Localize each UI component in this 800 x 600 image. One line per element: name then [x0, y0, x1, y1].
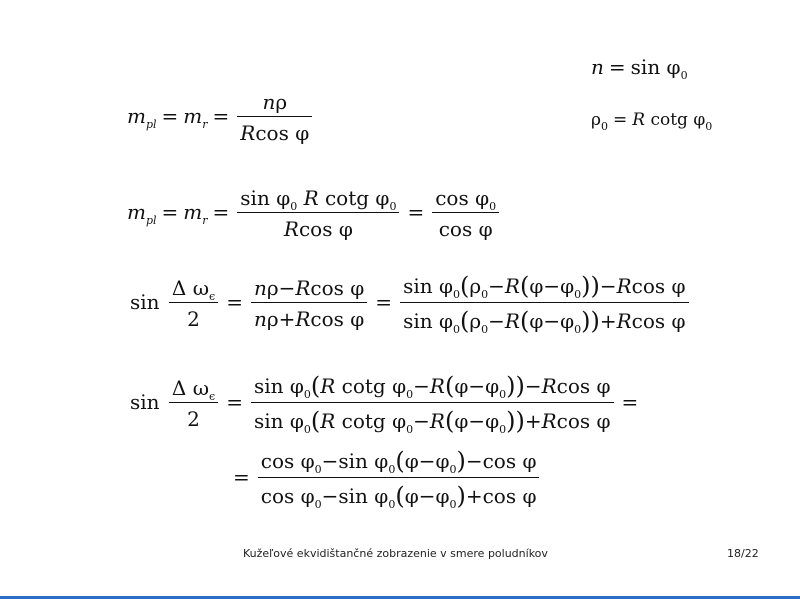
equation-rho0: $\rho_0 = R$ cotg $\varphi_0$: [591, 110, 713, 133]
equation-n: $n = \sin \varphi_0$: [591, 55, 688, 82]
equation-sin-2: sin $\frac{\Delta \omega_\epsilon}{2}$ = $\frac{\sin \varphi_0(R \cot g \varphi_0-R(\varphi-\varphi_0))-Rcos \varphi}{\sin \varphi_0(R \cot g \varphi_0-R(\varphi-\varphi_0))+Rcos \varphi}$ =: [130, 372, 639, 436]
equation-sin-3: = $\frac{\cos \varphi_0-\sin \varphi_0(\varphi-\varphi_0)-\cos \varphi}{\cos \varphi_0-\sin \varphi_0(\varphi-\varphi_0)+\cos \varphi}$: [228, 449, 542, 508]
equation-scale-2: $m_{pl} = m_r$ = $\frac{\sin \varphi_0 R \cot g \varphi_0}{\text{Rcos φ}}$ = $\frac{\cos \varphi_0}{\text{cos φ}}$: [127, 188, 502, 239]
equation-sin-1: sin $\frac{\Delta \omega_\epsilon}{2}$ = $\frac{\text{nρ−Rcos φ}}{\text{nρ+Rcos φ}}$ = $\frac{\sin \varphi_0(\rho_0-R(\varphi-\varphi_0))-Rcos \varphi}{\sin \varphi_0(\rho_0-R(\varphi-\varphi_0))+Rcos \varphi}$: [130, 274, 692, 333]
footer-title: Kužeľové ekvidištančné zobrazenie v smere poludníkov: [243, 547, 548, 560]
equation-scale-1: $m_{pl} = m_r$ = $\frac{n\rho}{\text{Rcos φ}}$: [127, 92, 315, 143]
page-number: 18/22: [727, 547, 759, 560]
footer-accent-rule: [0, 596, 800, 599]
